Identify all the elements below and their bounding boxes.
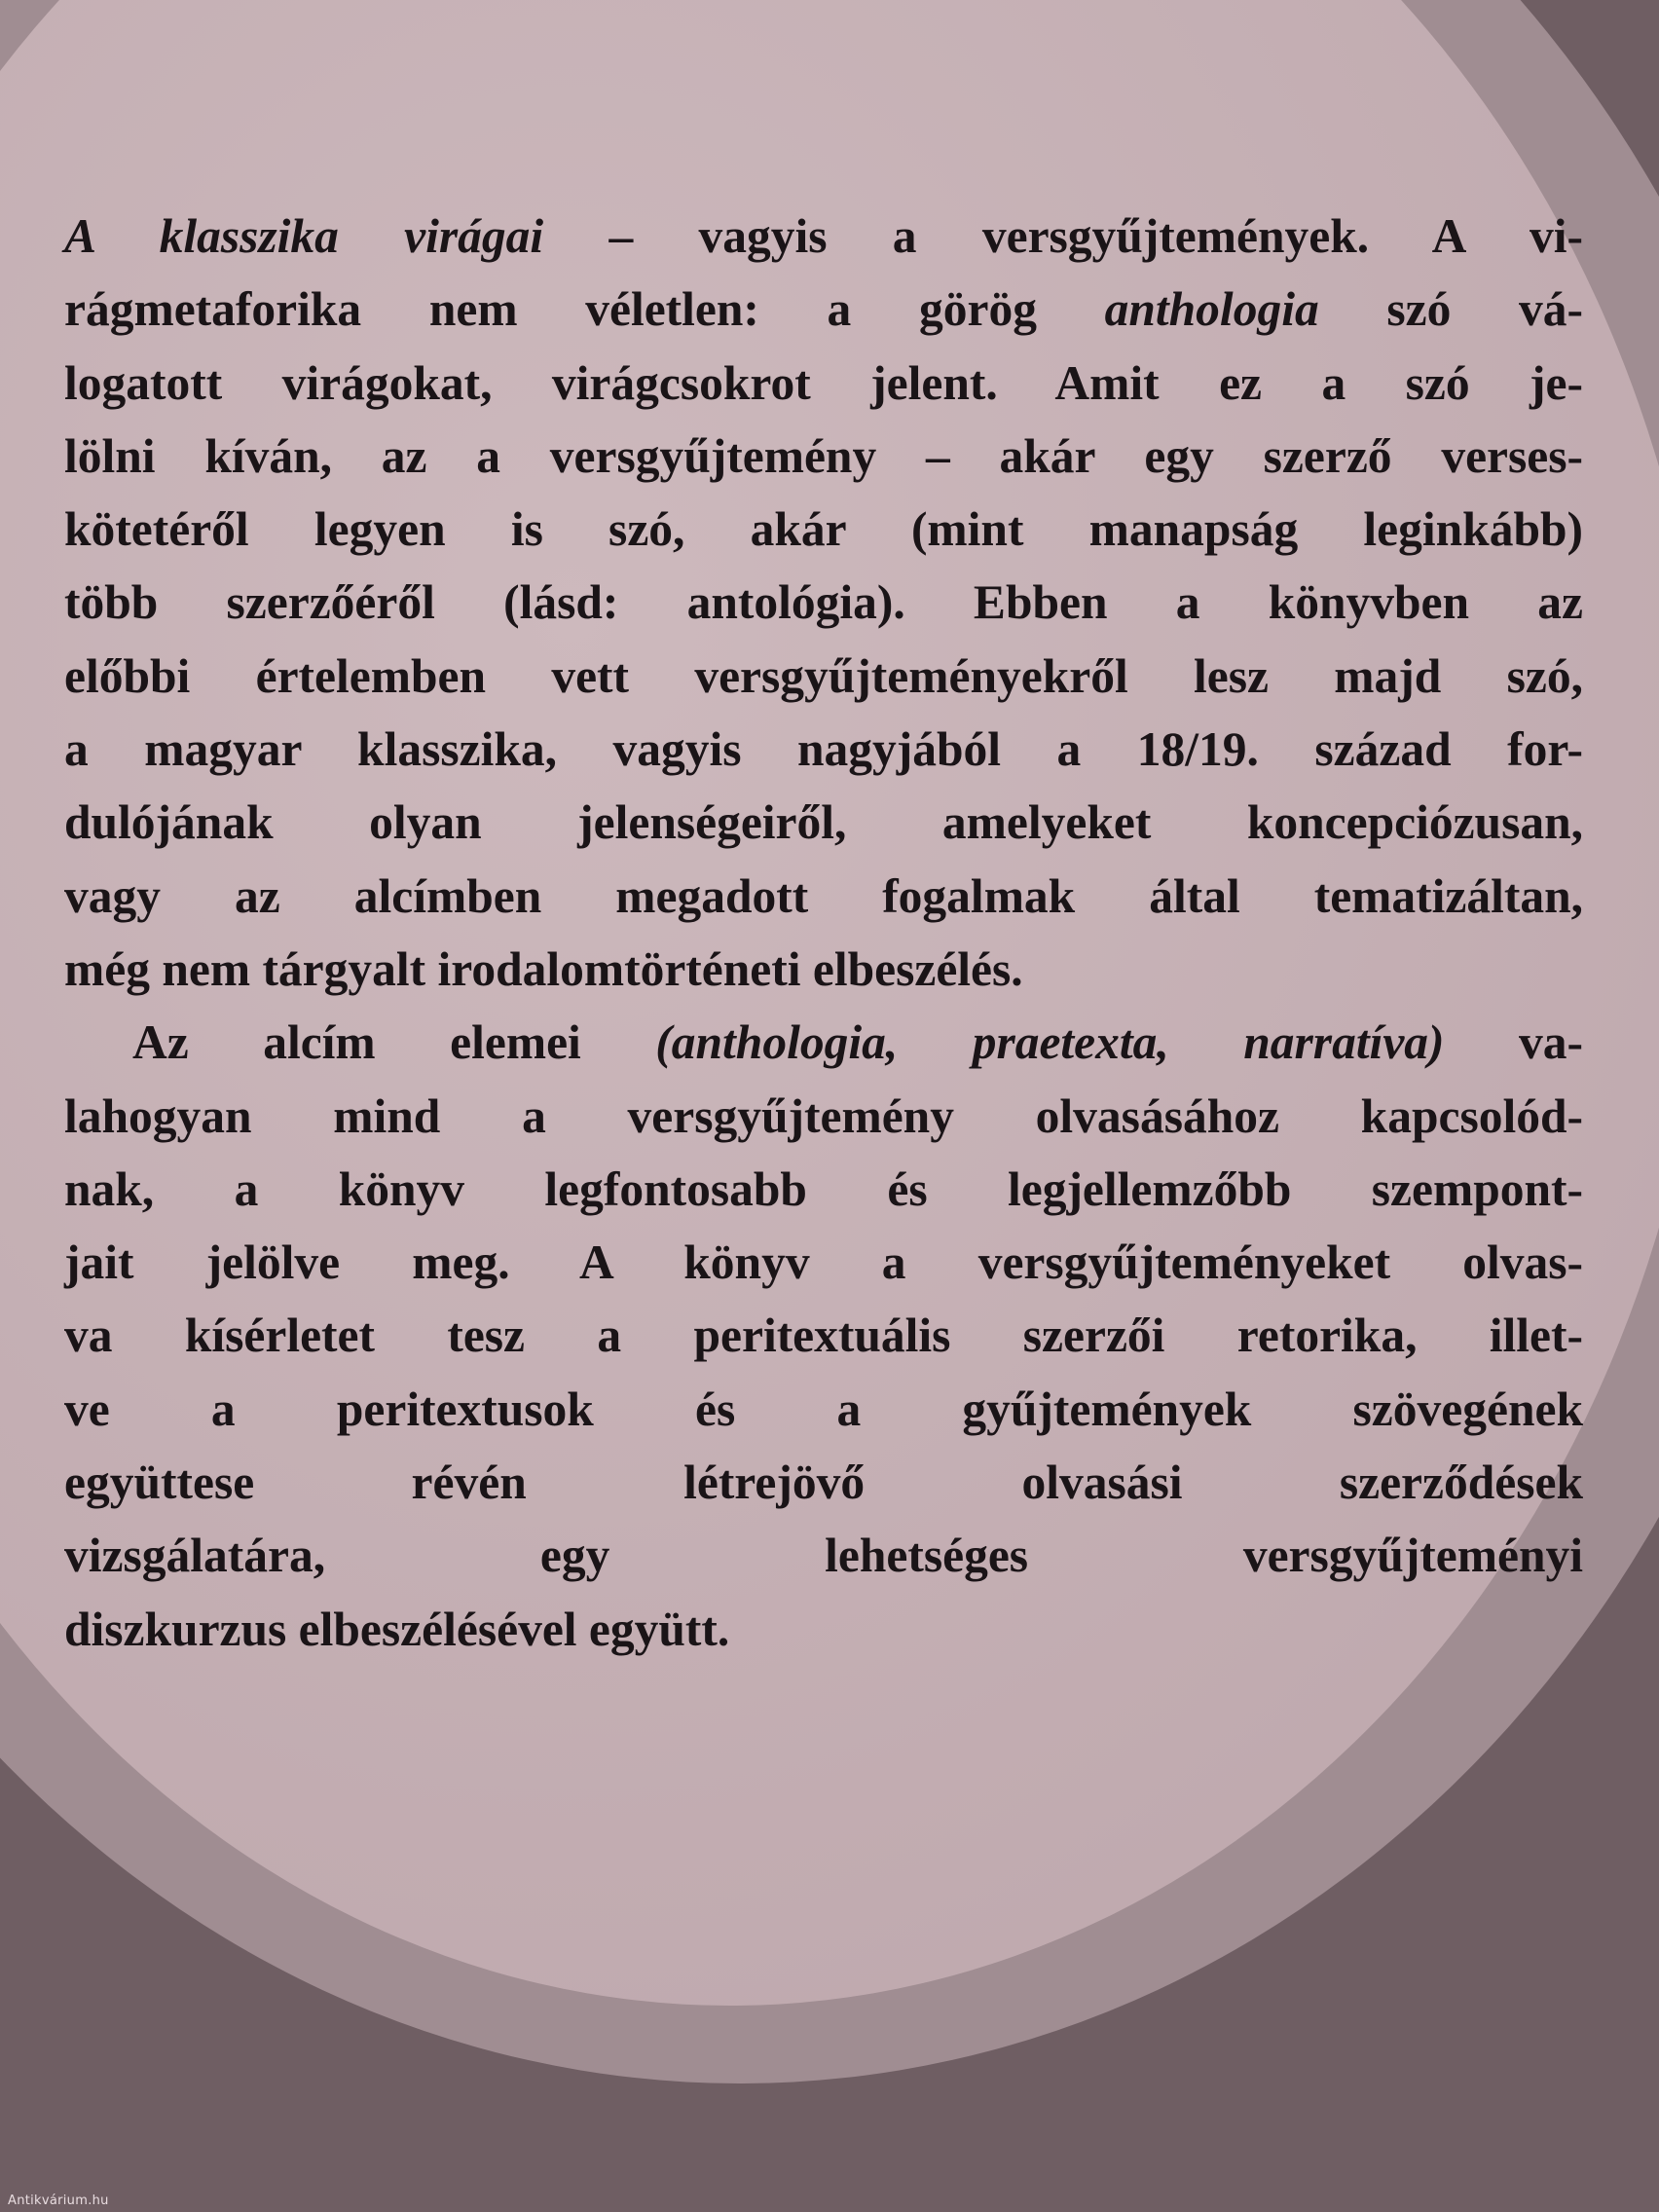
text-segment: lahogyan mind a versgyűjtemény olvasásához kapcsolód- xyxy=(64,1088,1583,1143)
text-segment: va- xyxy=(1444,1015,1583,1070)
text-segment: szó vá- xyxy=(1318,282,1584,337)
text-segment: kötetéről legyen is szó, akár (mint manapság leginkább) xyxy=(64,502,1583,557)
text-line xyxy=(64,860,1583,933)
text-line xyxy=(64,1373,1583,1446)
text-segment: logatott virágokat, virágcsokrot jelent. Amit ez a szó je- xyxy=(64,355,1583,410)
text-segment: dulójának olyan jelenségeiről, amelyeket koncepciózusan, xyxy=(64,795,1583,850)
text-segment: ve a peritextusok és a gyűjtemények szövegének xyxy=(64,1382,1583,1436)
text-segment: együttese révén létrejövő olvasási szerződések xyxy=(64,1456,1583,1510)
text-line xyxy=(64,933,1583,1006)
text-segment: előbbi értelemben vett versgyűjteményekről lesz majd szó, xyxy=(64,648,1583,703)
text-line xyxy=(64,1299,1583,1372)
italic-text: (anthologia, praetexta, narratíva) xyxy=(655,1015,1445,1070)
text-segment: diszkurzus elbeszélésével együtt. xyxy=(64,1602,730,1656)
text-segment: a magyar klasszika, vagyis nagyjából a 18/19. század for- xyxy=(64,722,1583,777)
text-line xyxy=(64,1593,1583,1666)
text-segment: lölni kíván, az a versgyűjtemény – akár egy szerző verses- xyxy=(64,428,1583,483)
text-line xyxy=(64,273,1583,346)
text-line xyxy=(64,1153,1583,1226)
text-segment: va kísérletet tesz a peritextuális szerzői retorika, illet- xyxy=(64,1309,1583,1363)
text-segment: vizsgálatára, egy lehetséges versgyűjteményi xyxy=(64,1529,1583,1583)
text-segment: Az alcím elemei xyxy=(132,1015,656,1070)
text-line xyxy=(64,1226,1583,1299)
italic-text: anthologia xyxy=(1104,282,1319,337)
text-segment: nak, a könyv legfontosabb és legjellemzőbb szempont- xyxy=(64,1161,1583,1216)
text-segment: vagy az alcímben megadott fogalmak által tematizáltan, xyxy=(64,868,1583,923)
text-line xyxy=(64,1080,1583,1153)
text-segment: – vagyis a versgyűjtemények. A vi- xyxy=(543,209,1583,263)
text-line xyxy=(64,493,1583,566)
text-line xyxy=(64,347,1583,420)
text-line xyxy=(64,640,1583,713)
back-cover-blurb xyxy=(64,200,1583,1666)
watermark: Antikvárium.hu xyxy=(8,2194,109,2208)
text-segment: több szerzőéről (lásd: antológia). Ebben a könyvben az xyxy=(64,575,1583,630)
text-line xyxy=(64,420,1583,493)
text-line xyxy=(64,1006,1583,1079)
text-segment: jait jelölve meg. A könyv a versgyűjteményeket olvas- xyxy=(64,1235,1583,1290)
text-line xyxy=(64,566,1583,639)
text-line xyxy=(64,786,1583,859)
text-line xyxy=(64,713,1583,786)
text-line xyxy=(64,200,1583,273)
text-line xyxy=(64,1519,1583,1592)
italic-text: A klasszika virágai xyxy=(64,209,544,263)
text-line xyxy=(64,1446,1583,1519)
text-segment: rágmetaforika nem véletlen: a görög xyxy=(64,282,1105,337)
text-segment: még nem tárgyalt irodalomtörténeti elbeszélés. xyxy=(64,941,1023,996)
